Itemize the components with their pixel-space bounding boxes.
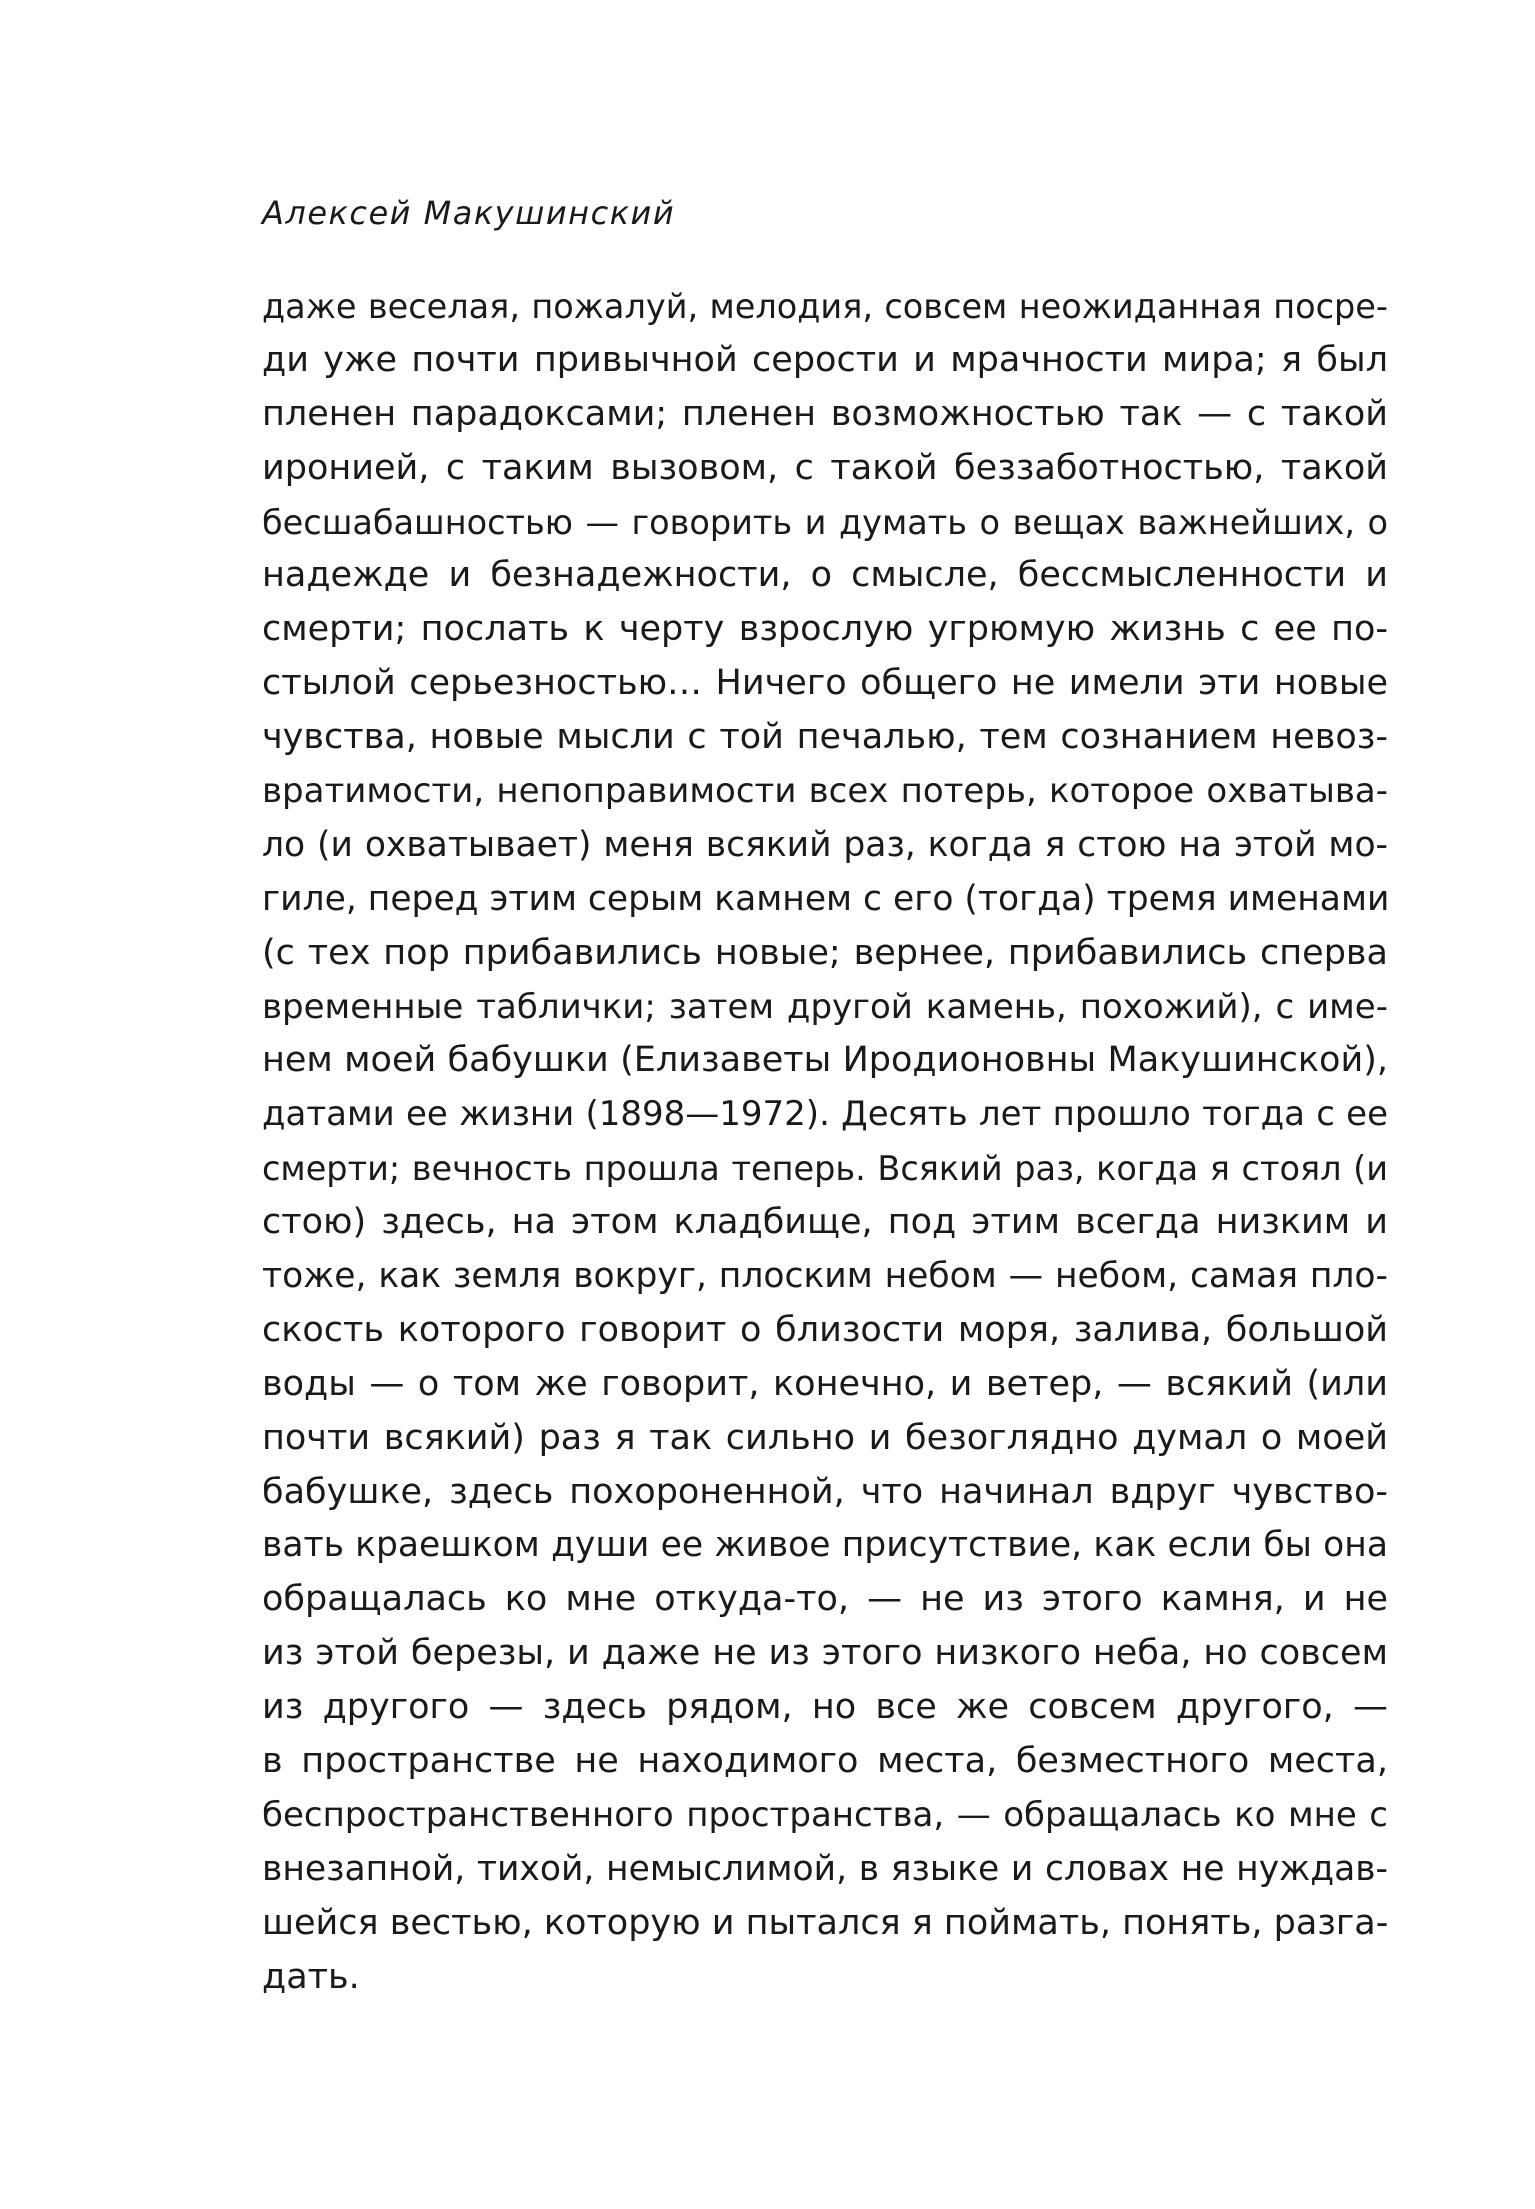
text-line: даже веселая, пожалуй, мелодия, совсем неожиданная посре-: [262, 287, 1388, 326]
text-line: дать.: [262, 1956, 360, 1997]
text-line: обращалась ко мне откуда-то, — не из этого камня, и не: [262, 1579, 1388, 1620]
text-line: ди уже почти привычной серости и мрачности мира; я был: [262, 339, 1388, 380]
text-line: тоже, как земля вокруг, плоским небом — небом, самая пло-: [262, 1256, 1388, 1297]
text-line: смерти; послать к черту взрослую угрюмую жизнь с ее по-: [262, 609, 1388, 650]
text-line: бабушке, здесь похороненной, что начинал вдруг чувство-: [262, 1471, 1388, 1512]
text-line: ло (и охватывает) меня всякий раз, когда я стою на этой мо-: [262, 824, 1388, 865]
text-line: датами ее жизни (1898—1972). Десять лет прошло тогда с ее: [262, 1094, 1388, 1135]
text-line: из другого — здесь рядом, но все же совсем другого, —: [262, 1687, 1388, 1728]
text-line: вратимости, непоправимости всех потерь, которое охватыва-: [262, 771, 1388, 812]
text-line: бесшабашностью — говорить и думать о вещах важнейших, о: [262, 502, 1388, 542]
body-text: [262, 280, 1388, 2005]
text-line: чувства, новые мысли с той печалью, тем сознанием невоз-: [262, 717, 1388, 758]
text-line: надежде и безнадежности, о смысле, бессмысленности и: [262, 555, 1388, 596]
text-line: (с тех пор прибавились новые; вернее, прибавились сперва: [262, 932, 1388, 973]
text-line: стою) здесь, на этом кладбище, под этим всегда низким и: [262, 1202, 1388, 1243]
text-line: вать краешком души ее живое присутствие, как если бы она: [262, 1525, 1388, 1566]
text-line: в пространстве не находимого места, безместного места,: [262, 1741, 1388, 1782]
running-head-author: Алексей Макушинский: [262, 194, 676, 232]
text-line: скость которого говорит о близости моря, залива, большой: [262, 1309, 1388, 1350]
text-line: почти всякий) раз я так сильно и безоглядно думал о моей: [262, 1417, 1388, 1458]
text-line: пленен парадоксами; пленен возможностью так — с такой: [262, 393, 1388, 434]
text-line: беспространственного пространства, — обращалась ко мне с: [262, 1794, 1388, 1835]
text-line: стылой серьезностью… Ничего общего не имели эти новые: [262, 663, 1388, 704]
text-line: смерти; вечность прошла теперь. Всякий раз, когда я стоял (и: [262, 1149, 1388, 1189]
text-line: иронией, с таким вызовом, с такой беззаботностью, такой: [262, 447, 1388, 488]
text-line: воды — о том же говорит, конечно, и ветер, — всякий (или: [262, 1363, 1388, 1404]
text-line: из этой березы, и даже не из этого низкого неба, но совсем: [262, 1633, 1388, 1674]
text-line: временные таблички; затем другой камень, похожий), с име-: [262, 986, 1388, 1027]
text-line: гиле, перед этим серым камнем с его (тогда) тремя именами: [262, 878, 1390, 919]
text-line: шейся вестью, которую и пытался я поймать, понять, разга-: [262, 1902, 1389, 1943]
text-line: нем моей бабушки (Елизаветы Иродионовны Макушинской),: [262, 1040, 1388, 1081]
text-line: внезапной, тихой, немыслимой, в языке и словах не нуждав-: [262, 1848, 1388, 1889]
